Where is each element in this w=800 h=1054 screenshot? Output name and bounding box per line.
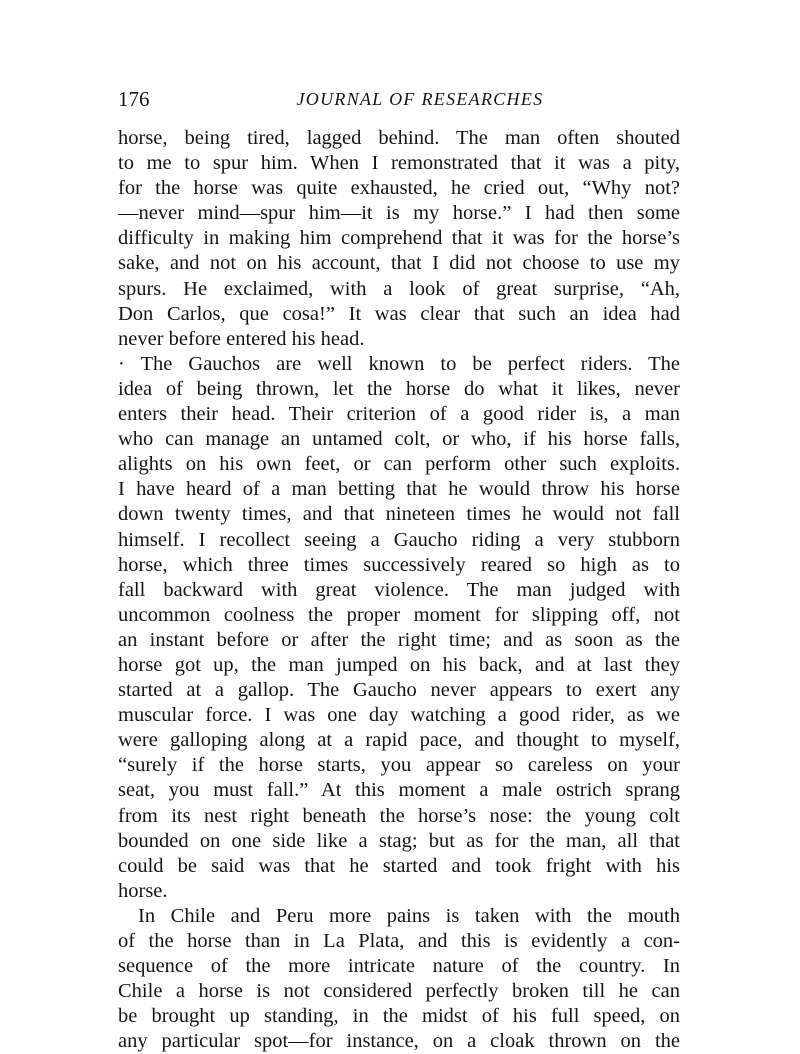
text-line: horse got up, the man jumped on his back, and at last they — [118, 653, 680, 676]
text-line: to me to spur him. When I remonstrated that it was a pity, — [118, 152, 680, 175]
text-line: spurs. He exclaimed, with a look of great surprise, “Ah, — [118, 277, 680, 300]
text-line: fall backward with great violence. The man judged with — [118, 578, 680, 601]
text-line: · The Gauchos are well known to be perfect riders. The — [118, 352, 680, 375]
body-text — [118, 126, 680, 1054]
text-line: sequence of the more intricate nature of the country. In — [118, 955, 680, 978]
text-line: bounded on one side like a stag; but as for the man, all that — [118, 829, 680, 852]
text-line: seat, you must fall.” At this moment a male ostrich sprang — [118, 779, 680, 802]
text-line: alights on his own feet, or can perform other such exploits. — [118, 453, 680, 476]
page-header — [118, 84, 680, 114]
text-line: never before entered his head. — [118, 327, 365, 350]
text-line: horse. — [118, 879, 168, 902]
text-line: who can manage an untamed colt, or who, if his horse falls, — [118, 428, 680, 451]
text-line: Chile a horse is not considered perfectly broken till he can — [118, 980, 680, 1003]
text-line: himself. I recollect seeing a Gaucho riding a very stubborn — [118, 528, 680, 551]
text-line: muscular force. I was one day watching a good rider, as we — [118, 704, 680, 727]
text-line: difficulty in making him comprehend that it was for the horse’s — [118, 227, 680, 250]
text-line: “surely if the horse starts, you appear so careless on your — [118, 754, 680, 777]
text-line: started at a gallop. The Gaucho never appears to exert any — [118, 679, 680, 702]
text-line: an instant before or after the right time; and as soon as the — [118, 628, 680, 651]
text-line: I have heard of a man betting that he would throw his horse — [118, 478, 680, 501]
text-line: —never mind—spur him—it is my horse.” I had then some — [118, 202, 680, 225]
text-line: uncommon coolness the proper moment for slipping off, not — [118, 603, 680, 626]
text-line: be brought up standing, in the midst of his full speed, on — [118, 1005, 680, 1028]
text-line: sake, and not on his account, that I did not choose to use my — [118, 252, 680, 275]
text-line: were galloping along at a rapid pace, and thought to myself, — [118, 729, 680, 752]
text-line: horse, which three times successively reared so high as to — [118, 553, 680, 576]
text-line: horse, being tired, lagged behind. The man often shouted — [118, 127, 680, 149]
text-line: could be said was that he started and took fright with his — [118, 854, 680, 877]
text-line: of the horse than in La Plata, and this is evidently a con- — [118, 930, 680, 952]
text-line: idea of being thrown, let the horse do what it likes, never — [118, 377, 680, 400]
running-head: JOURNAL OF RESEARCHES — [296, 89, 544, 109]
text-line: Don Carlos, que cosa!” It was clear that such an idea had — [118, 302, 680, 325]
text-line: down twenty times, and that nineteen times he would not fall — [118, 503, 680, 526]
text-line: any particular spot—for instance, on a cloak thrown on the — [118, 1030, 680, 1053]
text-line: In Chile and Peru more pains is taken with the mouth — [138, 904, 680, 927]
page-number: 176 — [118, 87, 150, 111]
text-line: from its nest right beneath the horse’s nose: the young colt — [118, 804, 680, 827]
text-line: for the horse was quite exhausted, he cried out, “Why not? — [118, 177, 680, 200]
text-line: enters their head. Their criterion of a good rider is, a man — [118, 403, 680, 426]
